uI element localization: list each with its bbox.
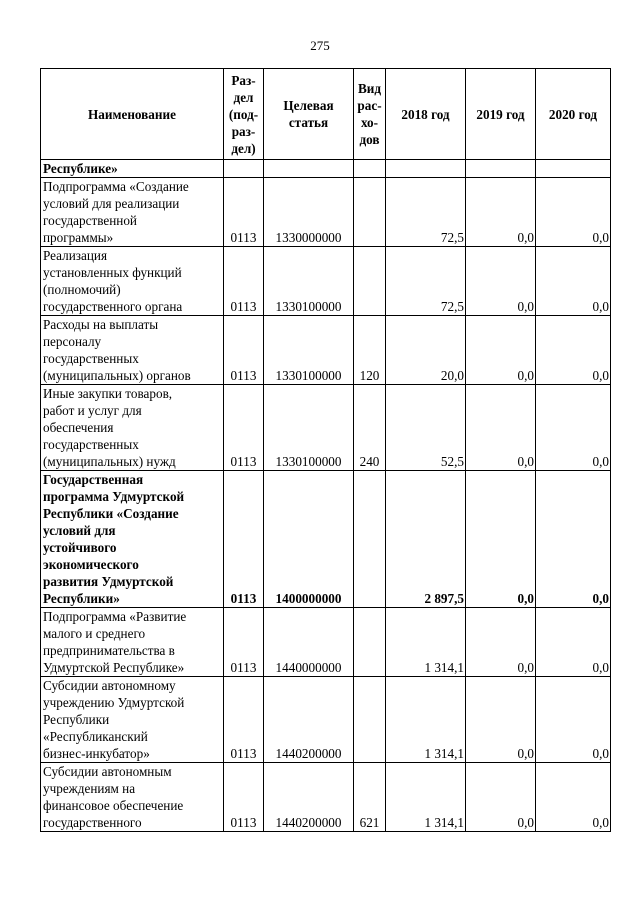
row-name-line: финансовое обеспечение	[43, 798, 184, 813]
row-value-2018: 2 897,5	[386, 471, 466, 608]
row-name-line: условий для реализации	[43, 196, 180, 211]
row-value-2020: 0,0	[536, 471, 611, 608]
table-row	[41, 677, 611, 763]
row-name-line: (муниципальных) нужд	[43, 454, 176, 469]
row-expense-type	[354, 178, 386, 247]
row-value-2019: 0,0	[466, 471, 536, 608]
header-cel-line: статья	[288, 115, 329, 130]
row-value-2018: 1 314,1	[386, 763, 466, 832]
row-value-2019: 0,0	[466, 385, 536, 471]
row-name-line: развития Удмуртской	[43, 574, 174, 589]
row-razdel: 0113	[224, 178, 264, 247]
header-vid-line: рас-	[357, 98, 382, 113]
empty-cell	[354, 160, 386, 178]
row-value-2018: 20,0	[386, 316, 466, 385]
row-razdel: 0113	[224, 677, 264, 763]
row-name	[41, 763, 224, 832]
table-row	[41, 763, 611, 832]
row-razdel: 0113	[224, 385, 264, 471]
row-name-line: «Республиканский	[43, 729, 148, 744]
row-name-line: бизнес-инкубатор»	[43, 746, 150, 761]
row-name-line: Республики»	[43, 591, 120, 606]
row-value-2019: 0,0	[466, 763, 536, 832]
row-value-2019: 0,0	[466, 247, 536, 316]
row-expense-type	[354, 608, 386, 677]
row-expense-type: 621	[354, 763, 386, 832]
row-name-line: Субсидии автономным	[43, 764, 172, 779]
row-name-line: Иные закупки товаров,	[43, 386, 173, 401]
row-name	[41, 608, 224, 677]
row-name	[41, 178, 224, 247]
row-name-line: Расходы на выплаты	[43, 317, 159, 332]
row-razdel: 0113	[224, 608, 264, 677]
header-vid-line: Вид	[357, 81, 382, 96]
header-cel-line: Целевая	[283, 98, 334, 113]
row-razdel: 0113	[224, 471, 264, 608]
header-razdel-line: (под-	[228, 106, 259, 122]
empty-cell	[386, 160, 466, 178]
row-name-line: государственных	[43, 437, 139, 452]
row-name-line: работ и услуг для	[43, 403, 142, 418]
header-razdel	[224, 69, 264, 160]
row-name-line: (муниципальных) органов	[43, 368, 191, 383]
row-value-2020: 0,0	[536, 316, 611, 385]
row-target-article: 1400000000	[264, 471, 354, 608]
header-razdel-line: дел	[233, 89, 254, 105]
empty-cell	[466, 160, 536, 178]
row-name-line: Субсидии автономному	[43, 678, 176, 693]
header-vid-line: дов	[359, 132, 380, 147]
row-name-line: Реализация	[43, 248, 108, 263]
row-value-2020: 0,0	[536, 763, 611, 832]
row-name-line: Республики	[43, 712, 110, 727]
header-2019: 2019 год	[466, 69, 536, 160]
row-target-article: 1330100000	[264, 385, 354, 471]
budget-table	[40, 68, 611, 832]
row-value-2019: 0,0	[466, 178, 536, 247]
row-name-line: Подпрограмма «Развитие	[43, 609, 187, 624]
table-row	[41, 471, 611, 608]
row-name	[41, 247, 224, 316]
row-name-line: Подпрограмма «Создание	[43, 179, 189, 194]
row-value-2019: 0,0	[466, 608, 536, 677]
row-expense-type	[354, 471, 386, 608]
row-value-2020: 0,0	[536, 178, 611, 247]
row-target-article: 1330100000	[264, 316, 354, 385]
header-2018: 2018 год	[386, 69, 466, 160]
page-number: 275	[310, 38, 330, 53]
row-razdel: 0113	[224, 763, 264, 832]
row-value-2020: 0,0	[536, 677, 611, 763]
row-target-article: 1330100000	[264, 247, 354, 316]
row-value-2018: 52,5	[386, 385, 466, 471]
header-razdel-line: раз-	[231, 123, 256, 139]
row-name-line: Республики «Создание	[43, 506, 179, 521]
header-row	[41, 69, 611, 160]
row-razdel: 0113	[224, 247, 264, 316]
row-target-article: 1440200000	[264, 677, 354, 763]
table-row	[41, 608, 611, 677]
row-name-line: государственного органа	[43, 299, 183, 314]
row-name-line: установленных функций	[43, 265, 182, 280]
row-expense-type: 120	[354, 316, 386, 385]
row-name-line: программа Удмуртской	[43, 489, 185, 504]
table-row	[41, 385, 611, 471]
table-row	[41, 247, 611, 316]
row-name-line: экономического	[43, 557, 139, 572]
table-row	[41, 178, 611, 247]
row-value-2020: 0,0	[536, 608, 611, 677]
row-name-line: (полномочий)	[43, 282, 121, 297]
row-value-2018: 72,5	[386, 247, 466, 316]
row-name	[41, 316, 224, 385]
row-name	[41, 677, 224, 763]
continuation-row	[41, 160, 611, 178]
row-name-line: предпринимательства в	[43, 643, 175, 658]
row-name-line: учреждению Удмуртской	[43, 695, 185, 710]
table-row	[41, 316, 611, 385]
row-name-line: Государственная	[43, 472, 144, 487]
row-target-article: 1330000000	[264, 178, 354, 247]
header-2020: 2020 год	[536, 69, 611, 160]
empty-cell	[264, 160, 354, 178]
row-value-2020: 0,0	[536, 385, 611, 471]
header-vid-line: хо-	[360, 115, 379, 130]
row-razdel: 0113	[224, 316, 264, 385]
row-expense-type	[354, 677, 386, 763]
row-name-line: обеспечения	[43, 420, 114, 435]
header-cel	[264, 69, 354, 160]
row-expense-type: 240	[354, 385, 386, 471]
row-name-line: государственной	[43, 213, 137, 228]
header-razdel-line: Раз-	[231, 72, 256, 88]
row-name-line: устойчивого	[43, 540, 117, 555]
row-name-line: учреждениям на	[43, 781, 136, 796]
row-target-article: 1440000000	[264, 608, 354, 677]
row-name-line: условий для	[43, 523, 116, 538]
row-name-line: персоналу	[43, 334, 102, 349]
header-name: Наименование	[41, 69, 224, 160]
header-vid	[354, 69, 386, 160]
row-name-line: Удмуртской Республике»	[43, 660, 185, 675]
empty-cell	[224, 160, 264, 178]
row-name-line: программы»	[43, 230, 114, 245]
row-target-article: 1440200000	[264, 763, 354, 832]
row-name-line: государственных	[43, 351, 139, 366]
row-name	[41, 385, 224, 471]
row-value-2019: 0,0	[466, 677, 536, 763]
row-name-line: государственного	[43, 815, 142, 830]
row-value-2019: 0,0	[466, 316, 536, 385]
row-expense-type	[354, 247, 386, 316]
continuation-text: Республике»	[41, 160, 224, 178]
row-value-2018: 72,5	[386, 178, 466, 247]
row-name	[41, 471, 224, 608]
row-value-2018: 1 314,1	[386, 677, 466, 763]
row-name-line: малого и среднего	[43, 626, 146, 641]
row-value-2020: 0,0	[536, 247, 611, 316]
row-value-2018: 1 314,1	[386, 608, 466, 677]
header-razdel-line: дел)	[231, 140, 256, 156]
empty-cell	[536, 160, 611, 178]
